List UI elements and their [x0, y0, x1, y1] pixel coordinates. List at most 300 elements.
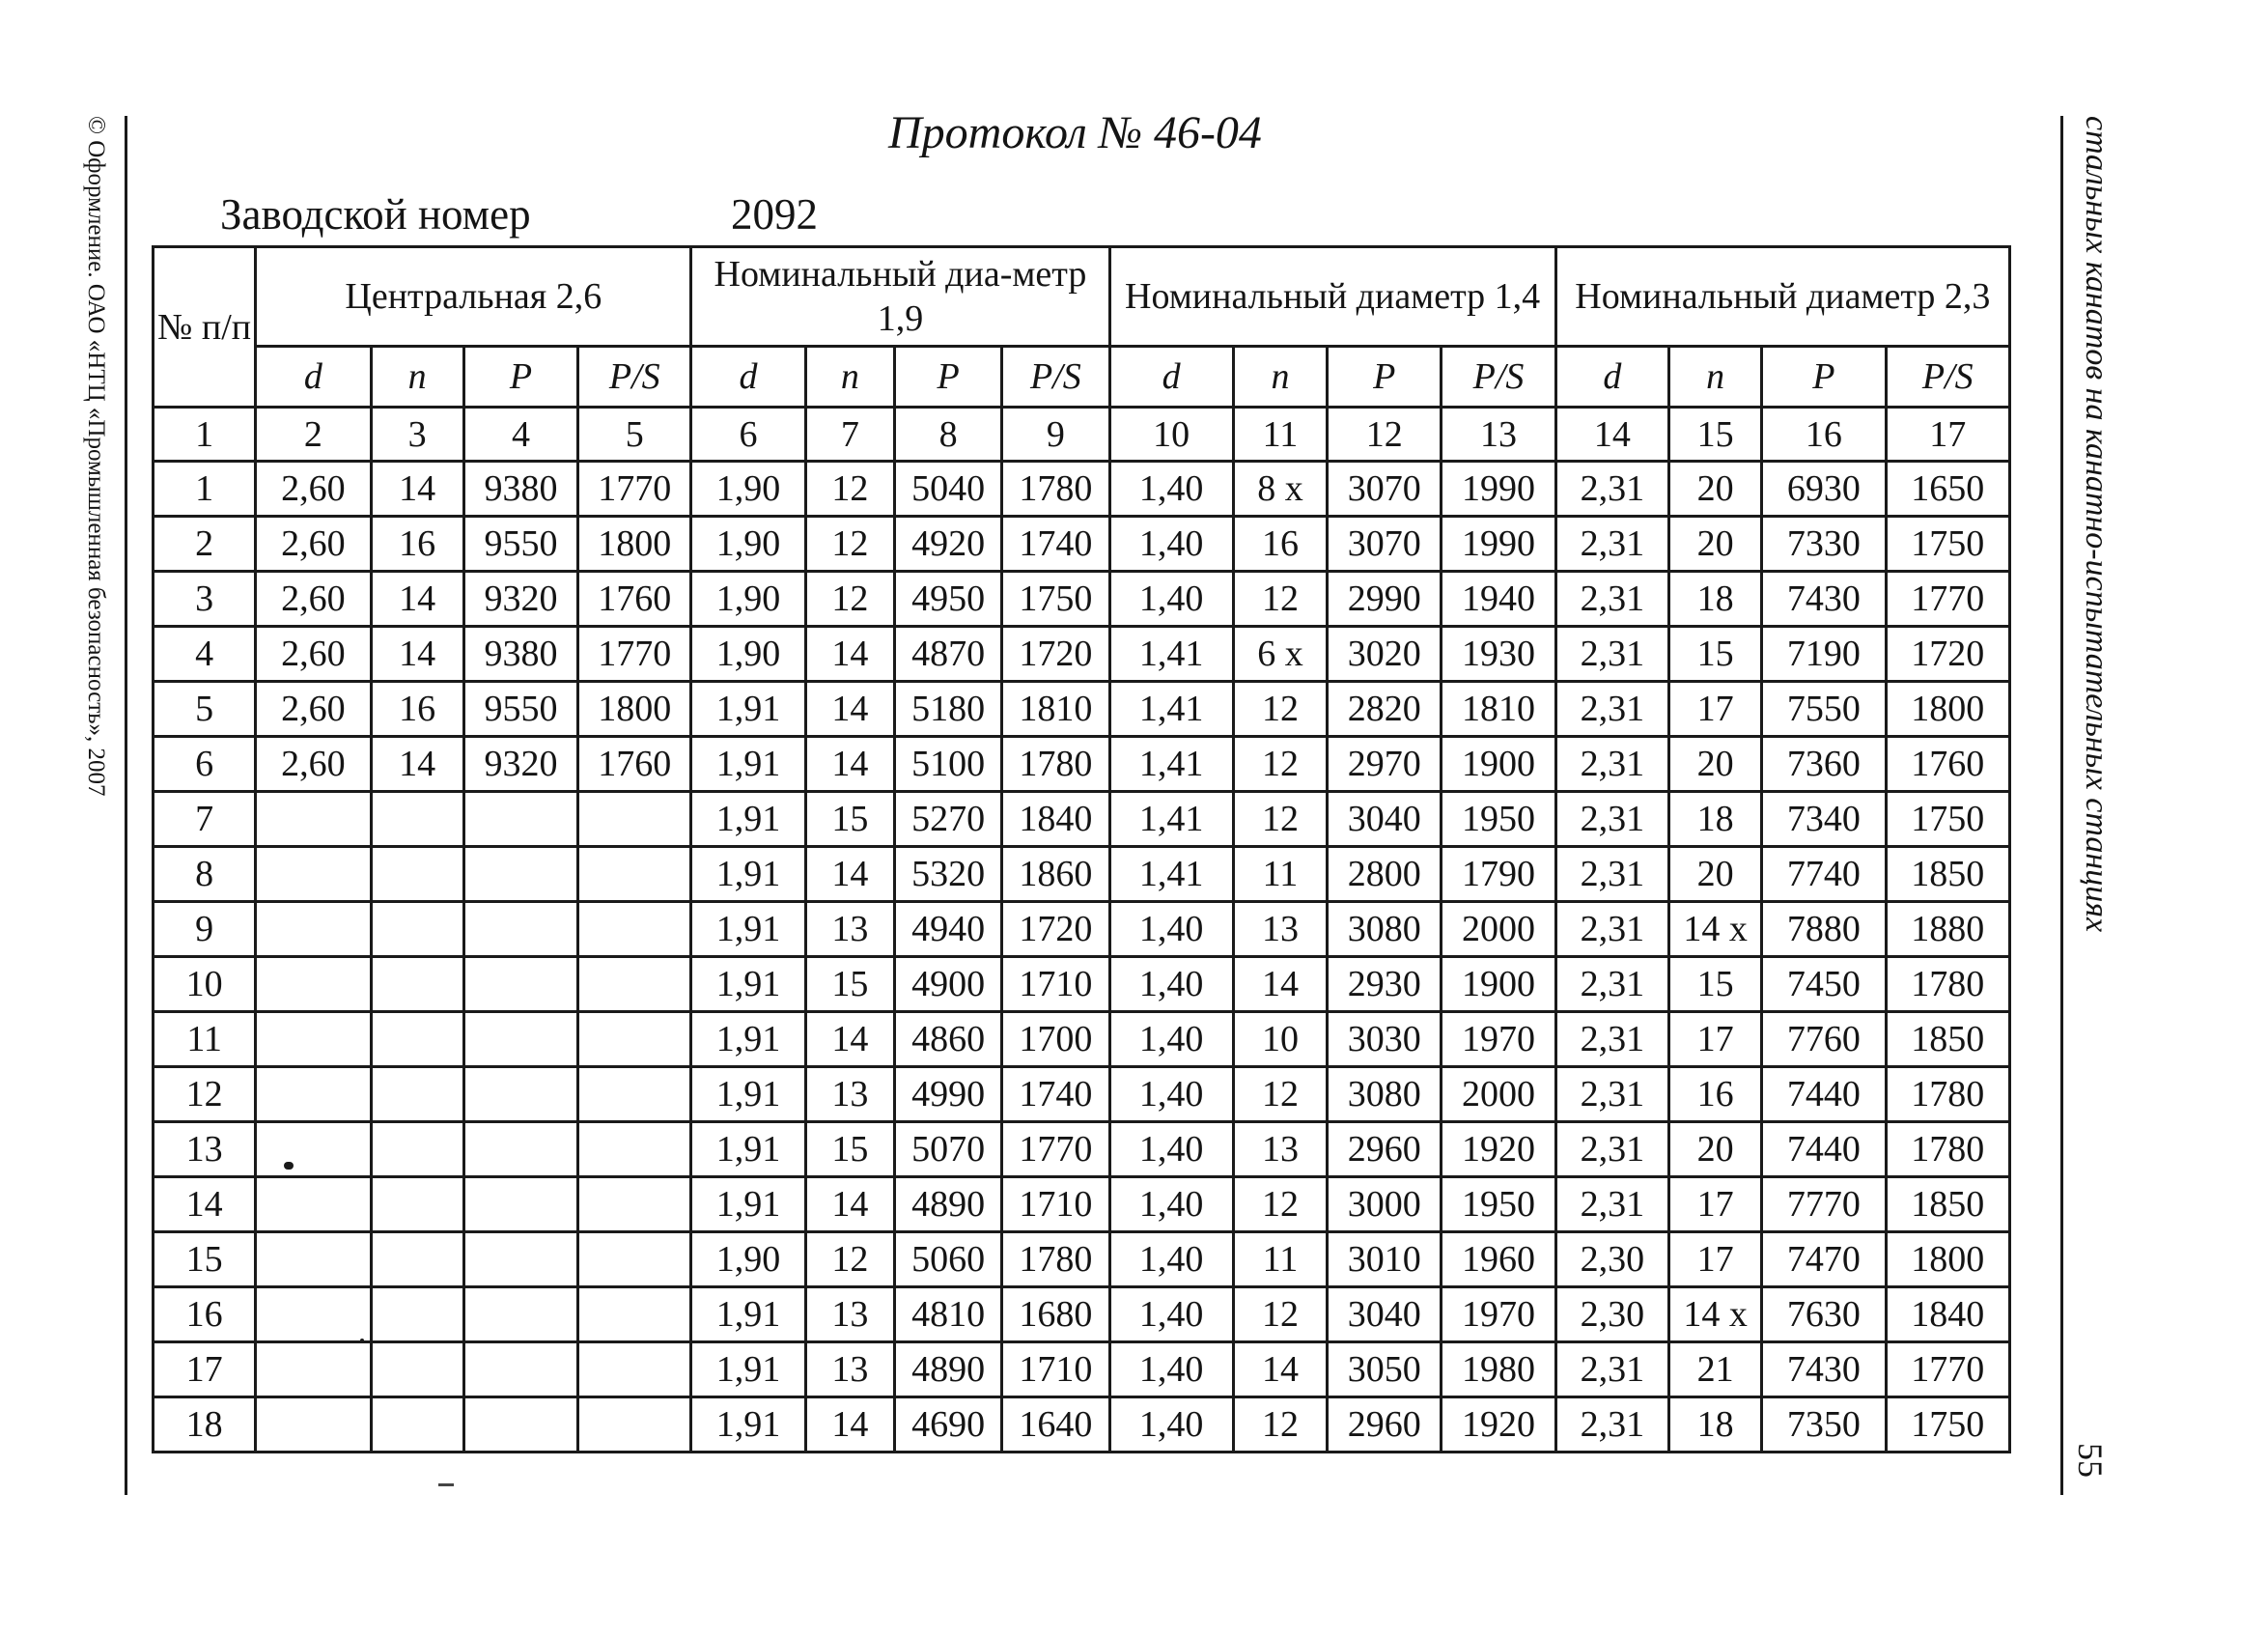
table-cell: 14 — [805, 1397, 894, 1453]
row-number-cell: 2 — [154, 517, 256, 572]
table-cell: 4950 — [894, 572, 1001, 627]
table-cell: 7430 — [1762, 1342, 1886, 1397]
table-cell: 1770 — [1886, 572, 2009, 627]
table-cell: 14 — [805, 847, 894, 902]
table-cell: 1,40 — [1109, 517, 1233, 572]
table-cell: 4690 — [894, 1397, 1001, 1453]
table-cell: 1,91 — [691, 1397, 805, 1453]
table-cell — [371, 902, 463, 957]
table-cell: 13 — [805, 1342, 894, 1397]
table-cell: 1750 — [1886, 517, 2009, 572]
table-cell: 1,40 — [1109, 1287, 1233, 1342]
table-row — [154, 1177, 2010, 1232]
table-cell: 1,91 — [691, 847, 805, 902]
table-cell — [371, 1397, 463, 1453]
table-cell: 3050 — [1328, 1342, 1442, 1397]
table-cell: 1930 — [1442, 627, 1555, 682]
table-cell: 1900 — [1442, 957, 1555, 1012]
table-cell — [371, 957, 463, 1012]
table-cell: 1900 — [1442, 737, 1555, 792]
variable-header-cell: P/S — [1002, 347, 1109, 408]
variable-header-cell: d — [691, 347, 805, 408]
table-cell: 1680 — [1002, 1287, 1109, 1342]
row-number-cell: 7 — [154, 792, 256, 847]
table-cell — [256, 792, 371, 847]
table-cell: 2,31 — [1555, 1177, 1668, 1232]
table-row — [154, 957, 2010, 1012]
table-cell: 2,60 — [256, 517, 371, 572]
table-cell — [463, 1177, 577, 1232]
row-number-cell: 12 — [154, 1067, 256, 1122]
table-cell — [371, 1177, 463, 1232]
table-cell: 1760 — [578, 572, 691, 627]
header-group-row — [154, 247, 2010, 347]
table-cell — [256, 1177, 371, 1232]
variable-header-cell: d — [1109, 347, 1233, 408]
table-cell: 5270 — [894, 792, 1001, 847]
table-cell: 13 — [805, 1287, 894, 1342]
table-cell: 1850 — [1886, 847, 2009, 902]
table-cell: 4890 — [894, 1342, 1001, 1397]
variable-header-cell: P — [1328, 347, 1442, 408]
table-row — [154, 1067, 2010, 1122]
table-cell: 1850 — [1886, 1012, 2009, 1067]
table-cell: 2,31 — [1555, 682, 1668, 737]
table-cell — [256, 1067, 371, 1122]
table-cell: 1720 — [1002, 627, 1109, 682]
table-row — [154, 1397, 2010, 1453]
table-cell: 1,40 — [1109, 1122, 1233, 1177]
table-cell: 2,31 — [1555, 792, 1668, 847]
variable-header-cell: d — [1555, 347, 1668, 408]
table-cell: 14 — [805, 737, 894, 792]
table-cell: 18 — [1668, 572, 1761, 627]
table-cell: 2000 — [1442, 902, 1555, 957]
table-cell: 4890 — [894, 1177, 1001, 1232]
table-cell: 2,60 — [256, 682, 371, 737]
table-cell: 3080 — [1328, 1067, 1442, 1122]
table-cell: 12 — [1233, 1177, 1327, 1232]
column-index-cell: 13 — [1442, 408, 1555, 462]
table-cell: 9380 — [463, 627, 577, 682]
table-cell — [578, 1287, 691, 1342]
running-header: стальных канатов на канатно-испытательных станциях — [2079, 116, 2114, 933]
table-cell: 3010 — [1328, 1232, 1442, 1287]
column-index-cell: 3 — [371, 408, 463, 462]
right-margin-rule — [2060, 116, 2063, 1495]
table-cell: 12 — [805, 517, 894, 572]
table-cell: 2,31 — [1555, 1122, 1668, 1177]
table-cell: 2,31 — [1555, 1067, 1668, 1122]
table-cell: 16 — [371, 682, 463, 737]
table-cell: 1,40 — [1109, 1067, 1233, 1122]
table-cell: 1920 — [1442, 1122, 1555, 1177]
table-cell: 1880 — [1886, 902, 2009, 957]
table-cell: 14 — [805, 682, 894, 737]
table-cell: 7880 — [1762, 902, 1886, 957]
table-cell — [578, 792, 691, 847]
table-cell: 1,40 — [1109, 1012, 1233, 1067]
table-cell: 4810 — [894, 1287, 1001, 1342]
row-number-cell: 3 — [154, 572, 256, 627]
table-cell: 1,91 — [691, 902, 805, 957]
table-cell — [578, 1122, 691, 1177]
group-header-diameter-1-9: Номинальный диа-метр 1,9 — [691, 247, 1109, 347]
table-cell: 12 — [1233, 737, 1327, 792]
table-cell — [578, 847, 691, 902]
table-cell: 1760 — [578, 737, 691, 792]
variable-header-cell: P/S — [578, 347, 691, 408]
table-cell: 1720 — [1886, 627, 2009, 682]
table-cell: 7470 — [1762, 1232, 1886, 1287]
table-cell: 3020 — [1328, 627, 1442, 682]
table-cell: 4860 — [894, 1012, 1001, 1067]
table-cell: 2,30 — [1555, 1232, 1668, 1287]
table-cell: 1,90 — [691, 462, 805, 517]
table-cell: 1950 — [1442, 1177, 1555, 1232]
table-row — [154, 847, 2010, 902]
table-cell: 13 — [1233, 1122, 1327, 1177]
column-index-cell: 10 — [1109, 408, 1233, 462]
row-number-cell: 4 — [154, 627, 256, 682]
table-cell: 12 — [1233, 682, 1327, 737]
table-cell: 1780 — [1886, 1067, 2009, 1122]
copyright-note: © Оформление. ОАО «НТЦ «Промышленная безопасность», 2007 — [83, 116, 109, 797]
scan-speck — [284, 1162, 294, 1170]
table-cell — [463, 902, 577, 957]
table-cell: 1,40 — [1109, 902, 1233, 957]
table-cell — [578, 1012, 691, 1067]
variable-header-cell: n — [371, 347, 463, 408]
table-cell: 1860 — [1002, 847, 1109, 902]
table-cell — [578, 902, 691, 957]
table-cell: 12 — [1233, 1067, 1327, 1122]
table-cell — [256, 847, 371, 902]
variable-header-cell: P — [894, 347, 1001, 408]
table-cell: 3030 — [1328, 1012, 1442, 1067]
variable-header-cell: n — [805, 347, 894, 408]
table-cell: 16 — [1668, 1067, 1761, 1122]
table-cell: 1780 — [1886, 957, 2009, 1012]
row-number-cell: 13 — [154, 1122, 256, 1177]
table-cell: 13 — [1233, 902, 1327, 957]
variable-header-cell: P/S — [1886, 347, 2009, 408]
table-cell: 15 — [1668, 627, 1761, 682]
table-cell: 1,91 — [691, 792, 805, 847]
variable-header-row — [154, 347, 2010, 408]
row-number-cell: 14 — [154, 1177, 256, 1232]
table-cell — [463, 1067, 577, 1122]
page-title: Протокол № 46-04 — [888, 107, 1262, 158]
table-cell: 2,31 — [1555, 902, 1668, 957]
table-cell: 17 — [1668, 1177, 1761, 1232]
table-cell: 14 — [371, 627, 463, 682]
table-cell: 1990 — [1442, 462, 1555, 517]
table-cell — [463, 1232, 577, 1287]
table-cell: 1740 — [1002, 1067, 1109, 1122]
row-number-cell: 17 — [154, 1342, 256, 1397]
table-cell — [371, 847, 463, 902]
scan-speck — [438, 1483, 454, 1486]
table-cell — [371, 1232, 463, 1287]
table-cell: 1750 — [1886, 792, 2009, 847]
table-cell: 1780 — [1002, 462, 1109, 517]
table-cell — [256, 957, 371, 1012]
table-cell: 1,40 — [1109, 1177, 1233, 1232]
table-cell: 1770 — [578, 627, 691, 682]
table-cell: 9550 — [463, 517, 577, 572]
table-cell: 1,40 — [1109, 1232, 1233, 1287]
table-cell: 12 — [805, 572, 894, 627]
table-cell: 2,60 — [256, 627, 371, 682]
variable-header-cell: P — [1762, 347, 1886, 408]
column-index-cell: 5 — [578, 408, 691, 462]
table-cell: 1740 — [1002, 517, 1109, 572]
table-cell: 20 — [1668, 517, 1761, 572]
table-cell — [578, 1177, 691, 1232]
table-cell: 8 x — [1233, 462, 1327, 517]
variable-header-cell: n — [1668, 347, 1761, 408]
table-cell: 1920 — [1442, 1397, 1555, 1453]
table-cell: 12 — [1233, 792, 1327, 847]
table-cell: 2,31 — [1555, 1012, 1668, 1067]
variable-header-cell: P — [463, 347, 577, 408]
table-cell: 14 — [371, 737, 463, 792]
table-row — [154, 1342, 2010, 1397]
table-cell: 7190 — [1762, 627, 1886, 682]
table-cell: 9380 — [463, 462, 577, 517]
table-cell: 14 — [1233, 957, 1327, 1012]
table-cell: 1,40 — [1109, 572, 1233, 627]
group-header-diameter-1-4: Номинальный диаметр 1,4 — [1109, 247, 1555, 347]
table-cell: 7350 — [1762, 1397, 1886, 1453]
table-cell: 3000 — [1328, 1177, 1442, 1232]
table-cell: 2930 — [1328, 957, 1442, 1012]
table-row — [154, 517, 2010, 572]
table-cell: 3070 — [1328, 517, 1442, 572]
column-index-cell: 15 — [1668, 408, 1761, 462]
table-cell — [371, 1122, 463, 1177]
row-number-cell: 6 — [154, 737, 256, 792]
table-cell: 7630 — [1762, 1287, 1886, 1342]
table-cell: 20 — [1668, 847, 1761, 902]
table-cell: 1770 — [578, 462, 691, 517]
table-cell: 14 — [371, 462, 463, 517]
table-cell: 1970 — [1442, 1287, 1555, 1342]
table-cell: 1840 — [1002, 792, 1109, 847]
table-cell: 9320 — [463, 572, 577, 627]
table-cell: 1710 — [1002, 957, 1109, 1012]
table-cell: 3080 — [1328, 902, 1442, 957]
row-number-cell: 1 — [154, 462, 256, 517]
table-cell: 2000 — [1442, 1067, 1555, 1122]
table-row — [154, 1287, 2010, 1342]
table-cell: 7740 — [1762, 847, 1886, 902]
table-cell: 21 — [1668, 1342, 1761, 1397]
table-cell: 1780 — [1002, 1232, 1109, 1287]
table-cell — [256, 1012, 371, 1067]
table-cell — [256, 1232, 371, 1287]
table-cell: 3040 — [1328, 792, 1442, 847]
left-margin-rule — [125, 116, 127, 1495]
table-cell: 2,60 — [256, 462, 371, 517]
table-cell — [463, 1397, 577, 1453]
table-body — [154, 408, 2010, 1453]
table-cell: 2,31 — [1555, 1342, 1668, 1397]
table-cell: 2,60 — [256, 572, 371, 627]
table-cell: 14 x — [1668, 902, 1761, 957]
table-cell: 1770 — [1886, 1342, 2009, 1397]
table-cell: 15 — [805, 792, 894, 847]
table-cell: 13 — [805, 1067, 894, 1122]
column-index-cell: 8 — [894, 408, 1001, 462]
table-cell: 1800 — [578, 517, 691, 572]
table-cell: 1,90 — [691, 1232, 805, 1287]
table-cell — [578, 957, 691, 1012]
table-cell: 1,41 — [1109, 737, 1233, 792]
table-cell: 1,91 — [691, 1342, 805, 1397]
table-row — [154, 737, 2010, 792]
row-number-cell: 10 — [154, 957, 256, 1012]
table-cell — [463, 1012, 577, 1067]
table-cell — [463, 957, 577, 1012]
column-index-cell: 4 — [463, 408, 577, 462]
table-cell: 1650 — [1886, 462, 2009, 517]
table-cell: 1,91 — [691, 1122, 805, 1177]
table-cell — [578, 1232, 691, 1287]
table-cell: 5180 — [894, 682, 1001, 737]
table-cell: 1,90 — [691, 517, 805, 572]
group-header-diameter-2-3: Номинальный диаметр 2,3 — [1555, 247, 2009, 347]
table-cell — [578, 1397, 691, 1453]
table-cell: 7430 — [1762, 572, 1886, 627]
table-cell — [463, 1122, 577, 1177]
table-cell: 17 — [1668, 682, 1761, 737]
table-cell: 2,60 — [256, 737, 371, 792]
table-cell: 4940 — [894, 902, 1001, 957]
table-cell: 5070 — [894, 1122, 1001, 1177]
row-number-cell: 15 — [154, 1232, 256, 1287]
table-row — [154, 682, 2010, 737]
table-cell: 3070 — [1328, 462, 1442, 517]
column-index-cell: 6 — [691, 408, 805, 462]
table-cell: 1750 — [1002, 572, 1109, 627]
table-row — [154, 792, 2010, 847]
column-index-cell: 1 — [154, 408, 256, 462]
table-cell: 4990 — [894, 1067, 1001, 1122]
table-cell: 4900 — [894, 957, 1001, 1012]
table-cell — [371, 1287, 463, 1342]
table-cell: 1940 — [1442, 572, 1555, 627]
column-index-cell: 7 — [805, 408, 894, 462]
table-cell: 7360 — [1762, 737, 1886, 792]
table-cell: 7330 — [1762, 517, 1886, 572]
table-cell: 1,40 — [1109, 1342, 1233, 1397]
column-index-row — [154, 408, 2010, 462]
table-cell: 1710 — [1002, 1342, 1109, 1397]
table-cell: 14 x — [1668, 1287, 1761, 1342]
table-cell: 1850 — [1886, 1177, 2009, 1232]
table-cell: 18 — [1668, 792, 1761, 847]
table-cell: 1800 — [578, 682, 691, 737]
table-cell: 14 — [805, 1012, 894, 1067]
table-cell: 7760 — [1762, 1012, 1886, 1067]
table-cell: 2,30 — [1555, 1287, 1668, 1342]
row-number-cell: 9 — [154, 902, 256, 957]
table-cell: 5100 — [894, 737, 1001, 792]
scan-speck — [360, 1339, 364, 1342]
serial-number-value: 2092 — [731, 190, 818, 239]
table-cell: 1,40 — [1109, 957, 1233, 1012]
serial-number-label: Заводской номер — [220, 190, 531, 239]
table-cell: 2960 — [1328, 1122, 1442, 1177]
table-cell: 5060 — [894, 1232, 1001, 1287]
table-row — [154, 1232, 2010, 1287]
table-cell — [256, 902, 371, 957]
table-cell — [463, 847, 577, 902]
table-cell: 14 — [371, 572, 463, 627]
table-cell: 20 — [1668, 1122, 1761, 1177]
table-cell: 2,31 — [1555, 627, 1668, 682]
table-cell: 12 — [1233, 1287, 1327, 1342]
table-cell: 1970 — [1442, 1012, 1555, 1067]
table-cell: 1,41 — [1109, 682, 1233, 737]
variable-header-cell: d — [256, 347, 371, 408]
table-cell — [256, 1122, 371, 1177]
column-index-cell: 9 — [1002, 408, 1109, 462]
column-index-cell: 11 — [1233, 408, 1327, 462]
table-cell: 1,41 — [1109, 847, 1233, 902]
table-cell: 1750 — [1886, 1397, 2009, 1453]
table-cell: 2,31 — [1555, 1397, 1668, 1453]
table-cell — [256, 1287, 371, 1342]
table-cell: 2,31 — [1555, 517, 1668, 572]
row-number-cell: 5 — [154, 682, 256, 737]
table-cell: 12 — [1233, 572, 1327, 627]
table-cell: 1,40 — [1109, 462, 1233, 517]
table-cell: 1700 — [1002, 1012, 1109, 1067]
table-cell: 20 — [1668, 462, 1761, 517]
table-cell: 1640 — [1002, 1397, 1109, 1453]
table-cell: 9550 — [463, 682, 577, 737]
table-cell — [371, 1067, 463, 1122]
row-number-cell: 18 — [154, 1397, 256, 1453]
table-cell — [463, 1287, 577, 1342]
column-index-cell: 17 — [1886, 408, 2009, 462]
table-cell: 1980 — [1442, 1342, 1555, 1397]
table-cell: 13 — [805, 902, 894, 957]
table-cell — [463, 1342, 577, 1397]
table-cell: 16 — [1233, 517, 1327, 572]
protocol-table — [152, 245, 2011, 1453]
table-cell: 17 — [1668, 1012, 1761, 1067]
table-row — [154, 462, 2010, 517]
row-number-cell: 11 — [154, 1012, 256, 1067]
table-cell: 2,31 — [1555, 737, 1668, 792]
table-cell: 1,91 — [691, 737, 805, 792]
table-cell: 15 — [805, 1122, 894, 1177]
row-number-cell: 8 — [154, 847, 256, 902]
table-cell: 10 — [1233, 1012, 1327, 1067]
table-cell: 2,31 — [1555, 572, 1668, 627]
table-cell: 7440 — [1762, 1122, 1886, 1177]
group-header-central: Центральная 2,6 — [256, 247, 691, 347]
table-cell: 12 — [805, 1232, 894, 1287]
table-cell: 1,40 — [1109, 1397, 1233, 1453]
table-cell: 2960 — [1328, 1397, 1442, 1453]
table-cell: 16 — [371, 517, 463, 572]
table-cell — [463, 792, 577, 847]
